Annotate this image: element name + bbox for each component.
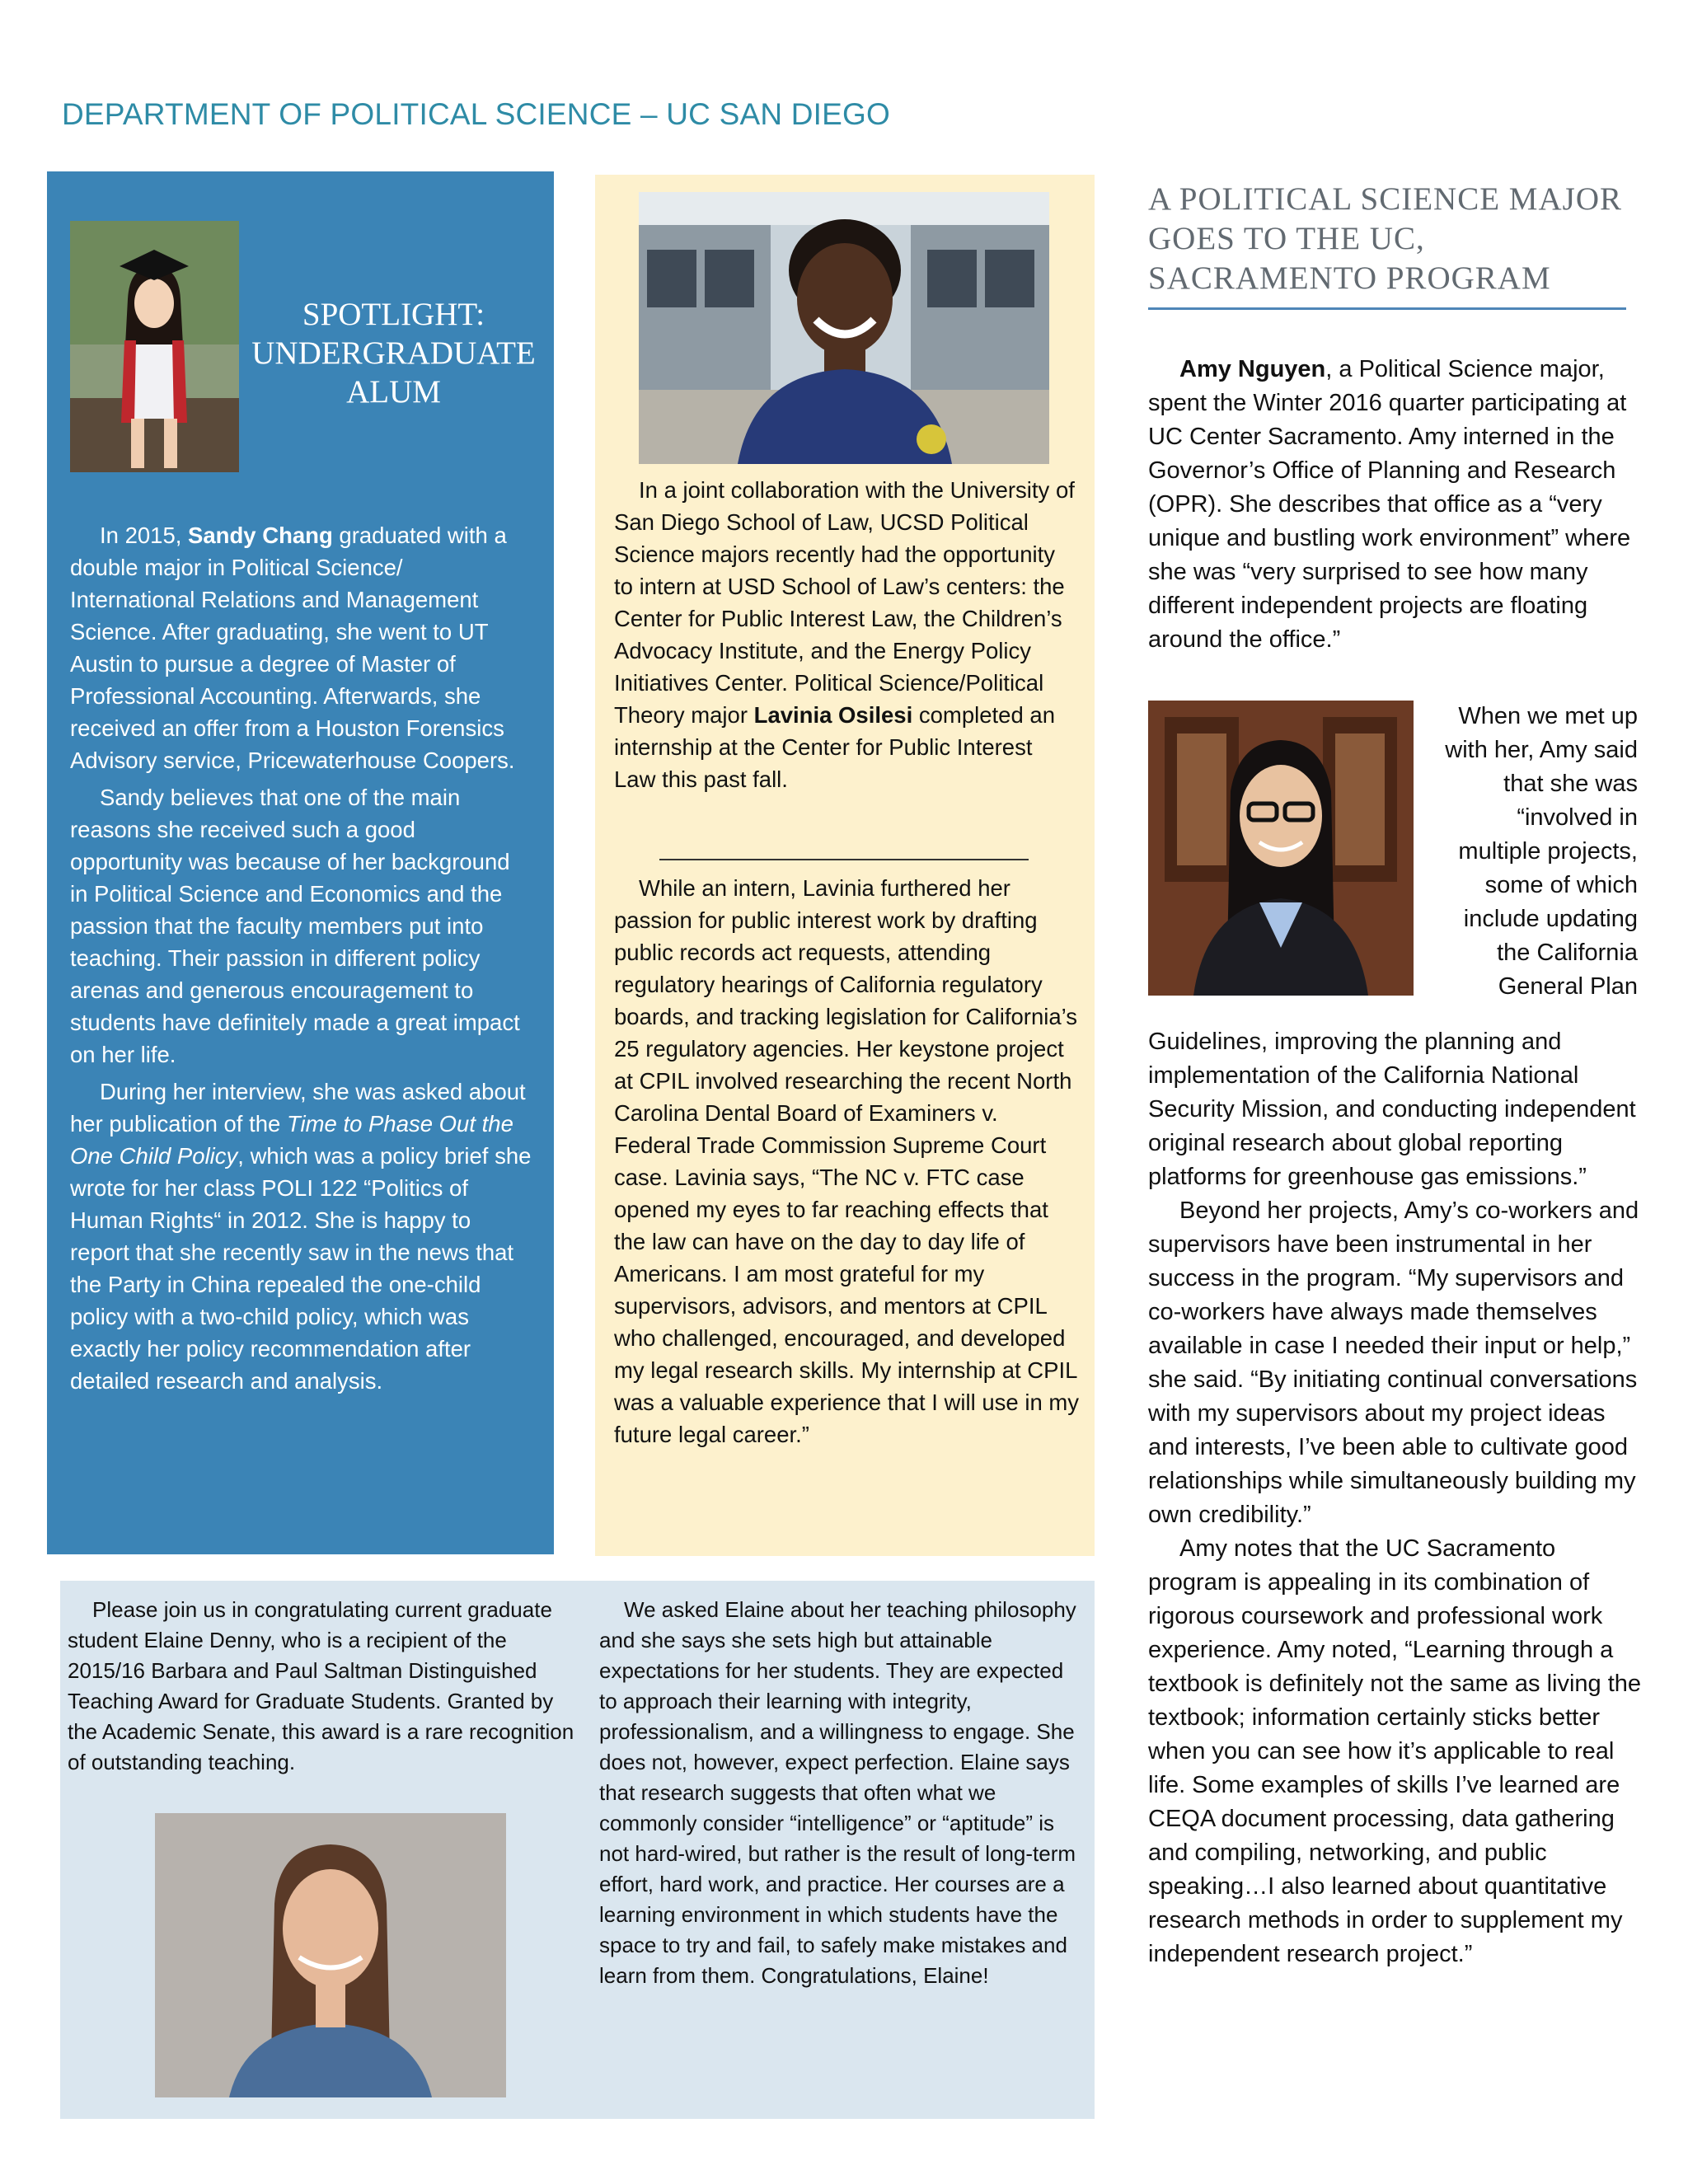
department-header: DEPARTMENT OF POLITICAL SCIENCE – UC SAN DIEGO (62, 97, 890, 131)
spotlight-paragraph: Sandy believes that one of the main reasons she received such a good opportunity was because of her background in Political Science and Economics and the passion that the faculty members put into teaching. Their passion in different policy arenas and generous encouragement to students have definitely made a great impact on her life. (70, 785, 520, 1067)
amy-title-line: A POLITICAL SCIENCE MAJOR (1148, 181, 1622, 217)
sandy-chang-photo (70, 221, 239, 472)
lavinia-paragraph: While an intern, Lavinia furthered her passion for public interest work by drafting public records act requests, attending regulatory hearings of California regulatory boards, and tracking legislation for California’s 25 regulatory agencies. Her keystone project at CPIL involved researching the recent North Carolina Dental Board of Examiners v. Federal Trade Commission Supreme Court case. Lavinia says, “The NC v. FTC case opened my eyes to far reaching effects that the law can have on the day to day life of Americans. I am most grateful for my supervisors, advisors, and mentors at CPIL who challenged, encouraged, and developed my legal research skills. My internship at CPIL was a valuable experience that I will use in my future legal career.” (614, 875, 1080, 1447)
wrap-line: the California (1497, 940, 1638, 966)
spotlight-title-line: SPOTLIGHT: (302, 297, 485, 332)
sandy-name: Sandy Chang (188, 523, 333, 548)
text-run: In 2015, (100, 523, 189, 548)
spotlight-title (251, 295, 536, 411)
text-run: During her interview, she was asked about her publication of the (70, 1079, 526, 1137)
elaine-article-left (68, 1595, 574, 1778)
lavinia-osilesi-photo (639, 192, 1049, 464)
wrap-line: When we met up (1458, 703, 1638, 729)
elaine-paragraph: Please join us in congratulating current graduate student Elaine Denny, who is a recipient of the 2015/16 Barbara and Paul Saltman Distinguished Teaching Award for Graduate Students. Granted by the Academic Senate, this award is a rare recognition of outstanding teaching. (68, 1597, 574, 1774)
spotlight-paragraph (70, 519, 532, 776)
lavinia-article-part1 (614, 474, 1080, 795)
publication-title: Time to Phase Out the One Child Policy (70, 1111, 513, 1169)
wrap-line: “involved in (1517, 804, 1638, 831)
article-separator (659, 859, 1029, 860)
amy-title-line: GOES TO THE UC, (1148, 221, 1425, 256)
wrap-line: that she was (1503, 771, 1638, 797)
wrap-line: include updating (1463, 906, 1638, 932)
wrap-line: General Plan (1498, 973, 1638, 1000)
text-run: completed an internship at the Center for Public Interest Law this past fall. (614, 702, 1055, 792)
amy-paragraph (1148, 353, 1643, 657)
lavinia-paragraph (614, 474, 1080, 795)
amy-article-body (1148, 1025, 1643, 1971)
wrap-line: some of which (1484, 872, 1638, 898)
lavinia-article-part2 (614, 872, 1080, 1451)
elaine-paragraph: We asked Elaine about her teaching philosophy and she says she sets high but attainable expectations for her students. They are expected to approach their learning with integrity, professionalism, and a willingness to engage. She does not, however, expect perfection. Elaine says that research suggests that often what we commonly consider “intelligence” or “aptitude” is not hard-wired, but rather is the result of long-term effort, hard work, and practice. Her courses are a learning environment in which students have the space to try and fail, to safely make mistakes and learn from them. Congratulations, Elaine! (599, 1597, 1076, 1988)
spotlight-paragraph (70, 1076, 532, 1397)
amy-wrapped-text (1422, 700, 1638, 1004)
amy-article-title (1148, 180, 1643, 298)
text-run: graduated with a double major in Political Science/ International Relations and Management Science. After graduating, she went to UT Austin to pursue a degree of Master of Professional Accounting. Afterwards, she received an offer from a Houston Forensics Advisory service, Pricewaterhouse Coopers. (70, 523, 515, 773)
spotlight-title-line: ALUM (346, 374, 441, 410)
lavinia-name: Lavinia Osilesi (753, 702, 913, 728)
text-run: , a Political Science major, spent the Winter 2016 quarter participating at UC Center Sacramento. Amy interned in the Governor’s Office of Planning and Research (OPR). She describes that office as a “very unique and bustling work environment” where she was “very surprised to see how many different independent projects are floating around the office.” (1148, 356, 1631, 653)
title-underline (1148, 307, 1626, 310)
amy-article-intro (1148, 353, 1643, 657)
text-run: In a joint collaboration with the University of San Diego School of Law, UCSD Political Science majors recently had the opportunity to intern at USD School of Law’s centers: the Center for Public Interest Law, the Children’s Advocacy Institute, and the Energy Policy Initiatives Center. Political Science/Political Theory major (614, 477, 1075, 728)
amy-nguyen-photo (1148, 701, 1414, 996)
elaine-article-right (599, 1595, 1081, 1991)
wrap-line: multiple projects, (1458, 838, 1638, 865)
elaine-denny-photo (155, 1813, 506, 2097)
spotlight-title-line: UNDERGRADUATE (251, 335, 536, 371)
amy-paragraph: Amy notes that the UC Sacramento program is appealing in its combination of rigorous coursework and professional work experience. Amy noted, “Learning through a textbook is definitely not the same as living the textbook; information certainly sticks better when you can see how it’s applicable to real life. Some examples of skills I’ve learned are CEQA document processing, data gathering and compiling, networking, and public speaking…I also learned about quantitative research methods in order to supplement my independent research project.” (1148, 1535, 1642, 1967)
amy-paragraph: Guidelines, improving the planning and implementation of the California National Security Mission, and conducting independent original research about global reporting platforms for greenhouse gas emissions.” (1148, 1029, 1636, 1190)
amy-name: Amy Nguyen (1179, 356, 1326, 382)
amy-title-line: SACRAMENTO PROGRAM (1148, 260, 1551, 296)
text-run: , which was a policy brief she wrote for her class POLI 122 “Politics of Human Rights“ in 2012. She is happy to report that she recently saw in the news that the Party in China repealed the one-child policy with a two-child policy, which was exactly her policy recommendation after detailed research and analysis. (70, 1143, 532, 1394)
spotlight-article (70, 519, 532, 1397)
wrap-line: with her, Amy said (1445, 737, 1638, 763)
amy-paragraph: Beyond her projects, Amy’s co-workers and supervisors have been instrumental in her success in the program. “My supervisors and co-workers have always made themselves available in case I needed their input or help,” she said. “By initiating continual conversations with my supervisors about my project ideas and interests, I’ve been able to cultivate good relationships while simultaneously building my own credibility.” (1148, 1197, 1639, 1528)
